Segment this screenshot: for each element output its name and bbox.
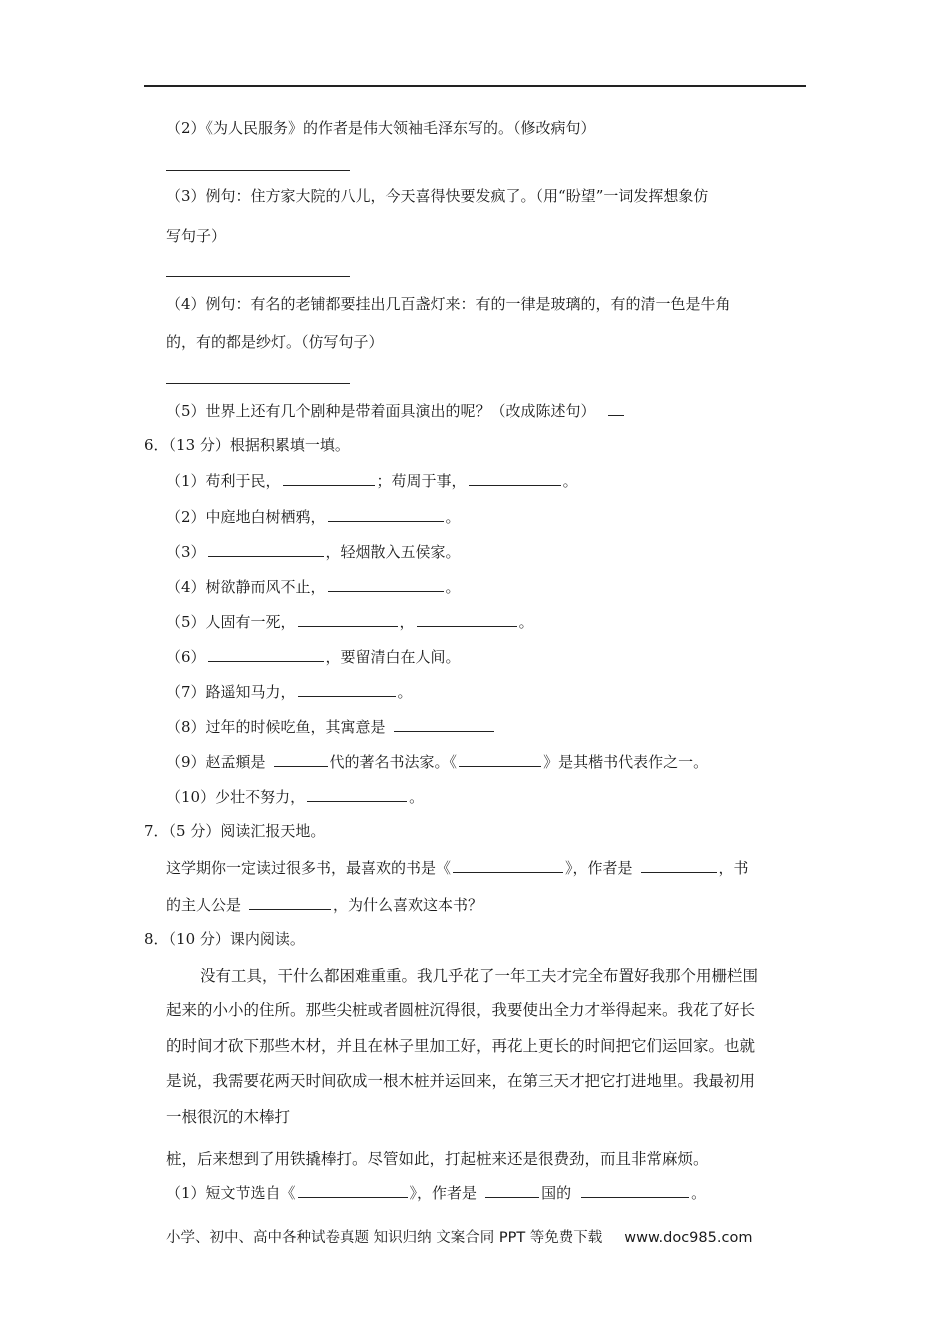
q6-item-10-text-b: 。 [409,788,425,806]
blank-q6-1b[interactable] [469,470,561,486]
footer-text: 小学、初中、高中各种试卷真题 知识归纳 文案合同 PPT 等免费下载 [166,1230,603,1246]
q6-item-9-text-b: 代的著名书法家。《 [329,753,458,771]
q7-heading: 7．（5 分）阅读汇报天地。 [144,822,326,840]
q6-item-6 [166,646,461,666]
q7-line-1-text-b: 》，作者是 [565,859,633,877]
q6-item-2-text-a: （2）中庭地白树栖鸦， [166,508,326,526]
q6-item-2-text-b: 。 [445,508,461,526]
q6-item-1-text-a: （1）苟利于民， [166,472,281,490]
header-rule [144,85,806,87]
q5-item-5 [166,400,626,420]
blank-q6-5b[interactable] [417,611,517,627]
blank-q5-5[interactable] [608,400,624,416]
q6-heading: 6．（13 分）根据积累填一填。 [144,436,350,454]
q6-item-5-text-c: 。 [518,613,534,631]
page-footer [166,1226,752,1247]
blank-q6-5a[interactable] [298,611,398,627]
q6-item-5 [166,611,534,631]
q5-item-4-line2: 的，有的都是纱灯。（仿写句子） [166,333,384,351]
q6-item-7-text-a: （7）路遥知马力， [166,683,296,701]
q6-item-4 [166,576,461,596]
q6-item-3 [166,541,461,561]
footer-url[interactable]: www.doc985.com [624,1230,753,1246]
answer-line-q5-2[interactable] [166,170,350,171]
q6-item-1-text-c: 。 [562,472,578,490]
q5-item-4-line1: （4）例句：有名的老铺都要挂出几百盏灯来：有的一律是玻璃的，有的清一色是牛角 [166,295,731,313]
q8-passage-line-6: 桩，后来想到了用铁撬棒打。尽管如此，打起桩来还是很费劲，而且非常麻烦。 [166,1150,709,1168]
blank-q6-9a[interactable] [274,751,328,767]
q5-item-5-text: （5）世界上还有几个剧种是带着面具演出的呢？（改成陈述句） [166,402,596,420]
q6-item-9-text-a: （9）赵孟頫是 [166,753,266,771]
blank-q6-4[interactable] [328,576,444,592]
q8-sub-1 [166,1182,706,1202]
blank-q6-2[interactable] [328,506,444,522]
q5-item-3-line2: 写句子） [166,227,227,245]
q8-sub-1-text-d: 。 [691,1184,707,1202]
q7-line-2 [166,894,483,914]
blank-q6-10[interactable] [307,786,407,802]
answer-line-q5-3[interactable] [166,276,350,277]
blank-q7-protagonist[interactable] [249,894,331,910]
q8-passage-line-3: 的时间才砍下那些木材，并且在林子里加工好，再花上更长的时间把它们运回家。也就 [166,1037,756,1055]
blank-q6-9b[interactable] [459,751,541,767]
q6-item-5-text-b: ， [399,613,415,631]
blank-q6-6[interactable] [208,646,324,662]
q6-item-2 [166,506,461,526]
q6-item-9-text-c: 》是其楷书代表作之一。 [543,753,709,771]
q5-item-2: （2）《为人民服务》的作者是伟大领袖毛泽东写的。（修改病句） [166,119,596,137]
q7-line-1-text-c: ，书 [718,859,749,877]
q6-item-10-text-a: （10）少壮不努力， [166,788,306,806]
q8-sub-1-text-a: （1）短文节选自《 [166,1184,296,1202]
q6-item-1 [166,470,578,490]
blank-q8-source[interactable] [298,1182,408,1198]
q6-item-6-text-a: （6） [166,648,206,666]
q6-item-4-text-a: （4）树欲静而风不止， [166,578,326,596]
q6-item-8 [166,716,496,736]
q8-passage-line-4: 是说，我需要花两天时间砍成一根木桩并运回来，在第三天才把它打进地里。我最初用 [166,1072,756,1090]
blank-q6-8[interactable] [394,716,494,732]
blank-q8-author[interactable] [581,1182,689,1198]
q6-item-7 [166,681,413,701]
q7-line-1 [166,857,749,877]
q7-line-1-text-a: 这学期你一定读过很多书，最喜欢的书是《 [166,859,452,877]
q7-line-2-text-a: 的主人公是 [166,896,242,914]
blank-q7-book[interactable] [453,857,563,873]
q7-line-2-text-b: ，为什么喜欢这本书？ [333,896,484,914]
blank-q8-country[interactable] [485,1182,539,1198]
q8-passage-line-2: 起来的小小的住所。那些尖桩或者圆桩沉得很，我要使出全力才举得起来。我花了好长 [166,1001,756,1019]
q6-item-4-text-b: 。 [445,578,461,596]
q8-passage-line-1: 没有工具，干什么都困难重重。我几乎花了一年工夫才完全布置好我那个用栅栏围 [200,967,759,985]
q5-item-3-line1: （3）例句：住方家大院的八儿，今天喜得快要发疯了。（用“盼望”一词发挥想象仿 [166,187,709,205]
blank-q7-author[interactable] [641,857,717,873]
q8-sub-1-text-b: 》，作者是 [409,1184,478,1202]
blank-q6-7[interactable] [298,681,396,697]
blank-q6-3[interactable] [208,541,324,557]
answer-line-q5-4[interactable] [166,383,350,384]
q6-item-9 [166,751,708,771]
q6-item-1-text-b: ；苟周于事， [376,472,467,490]
q8-heading: 8．（10 分）课内阅读。 [144,930,305,948]
q6-item-3-text-a: （3） [166,543,206,561]
q6-item-7-text-b: 。 [397,683,413,701]
q6-item-3-text-b: ，轻烟散入五侯家。 [325,543,461,561]
q6-item-10 [166,786,424,806]
q8-passage-line-5: 一根很沉的木棒打 [166,1108,291,1126]
q6-item-8-text-a: （8）过年的时候吃鱼，其寓意是 [166,718,386,736]
q6-item-5-text-a: （5）人固有一死， [166,613,296,631]
blank-q6-1a[interactable] [283,470,375,486]
q8-sub-1-text-c: 国的 [541,1184,572,1202]
q6-item-6-text-b: ，要留清白在人间。 [325,648,461,666]
